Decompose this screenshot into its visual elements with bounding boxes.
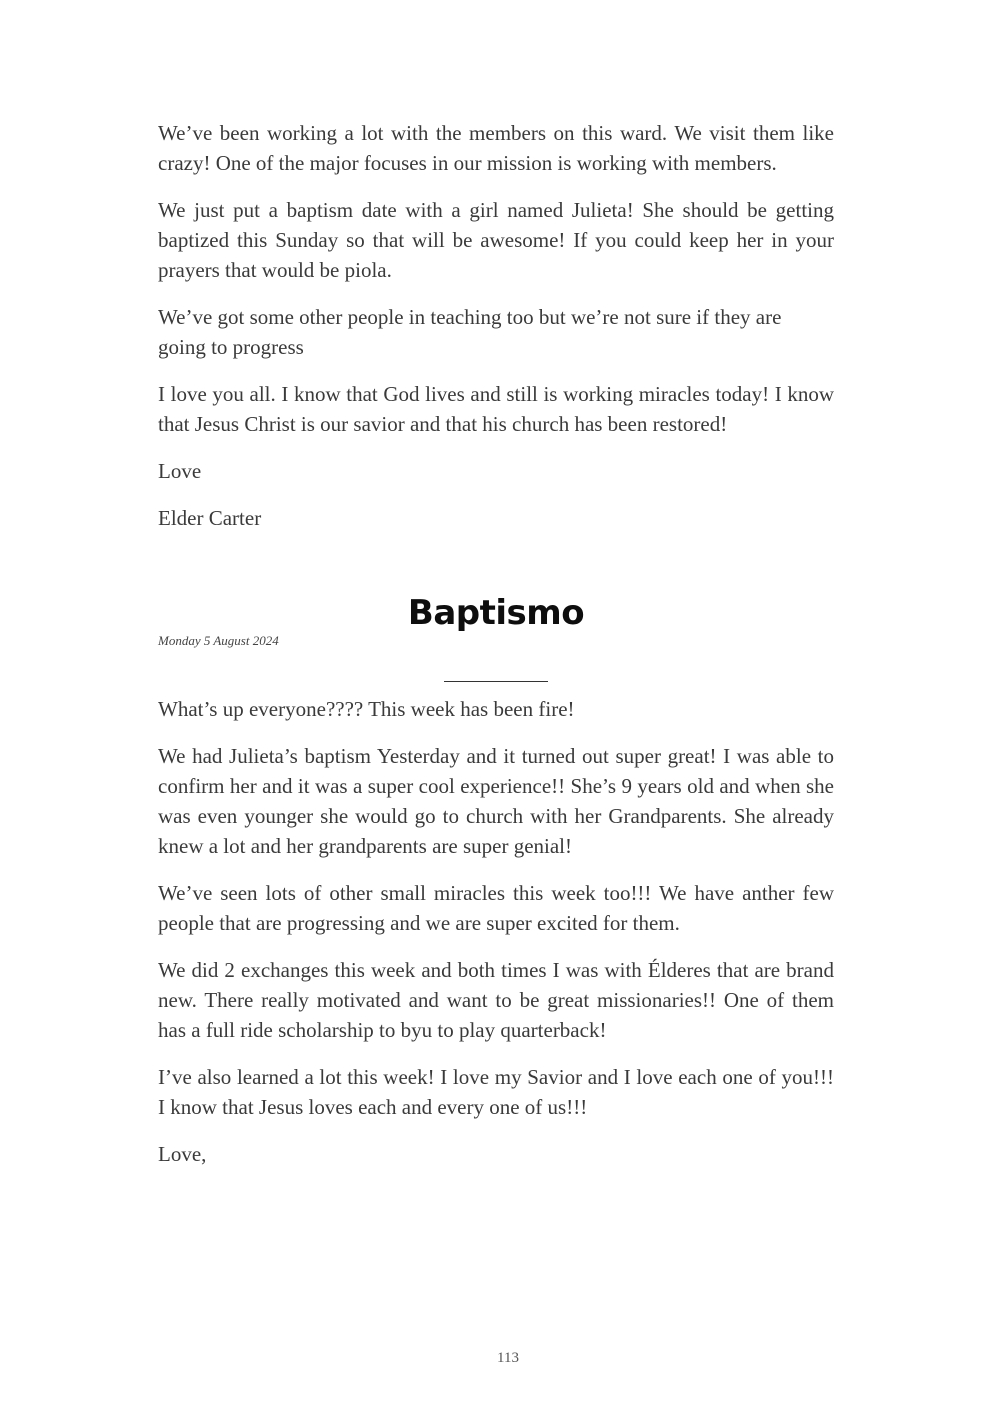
entry-title: Baptismo xyxy=(407,593,585,633)
body-paragraph: We did 2 exchanges this week and both times I was with Élderes that are brand new. There really motivated and want to be great missionaries!! One of them has a full ride scholarship to byu to play quarterback! xyxy=(158,958,834,1042)
body-paragraph: What’s up everyone???? This week has been fire! xyxy=(158,697,575,721)
body-paragraph: We’ve been working a lot with the members on this ward. We visit them like crazy! One of the major focuses in our mission is working with members. xyxy=(158,121,834,175)
previous-entry xyxy=(158,118,834,533)
entry-header xyxy=(158,593,834,682)
body-paragraph: I love you all. I know that God lives and still is working miracles today! I know that Jesus Christ is our savior and that his church has been restored! xyxy=(158,382,834,436)
text-column xyxy=(158,118,834,1186)
signature: Elder Carter xyxy=(158,506,262,530)
body-paragraph: We’ve got some other people in teaching too but we’re not sure if they are going to progress xyxy=(158,305,782,359)
body-paragraph: I’ve also learned a lot this week! I love my Savior and I love each one of you!!! I know that Jesus loves each and every one of us!!! xyxy=(158,1065,834,1119)
entry-body xyxy=(158,694,834,1169)
body-paragraph: We’ve seen lots of other small miracles this week too!!! We have anther few people that are progressing and we are super excited for them. xyxy=(158,881,834,935)
body-paragraph: We had Julieta’s baptism Yesterday and it turned out super great! I was able to confirm her and it was a super cool experience!! She’s 9 years old and when she was even younger she would go to church with her Grandparents. She already knew a lot and her grandparents are super genial! xyxy=(158,744,834,858)
title-divider xyxy=(444,681,548,682)
body-paragraph: We just put a baptism date with a girl named Julieta! She should be getting baptized this Sunday so that will be awesome! If you could keep her in your prayers that would be piola. xyxy=(158,198,834,282)
closing-line: Love xyxy=(158,459,202,483)
closing-line: Love, xyxy=(158,1142,207,1166)
entry-date: Monday 5 August 2024 xyxy=(158,633,279,648)
page-number: 113 xyxy=(497,1350,519,1366)
